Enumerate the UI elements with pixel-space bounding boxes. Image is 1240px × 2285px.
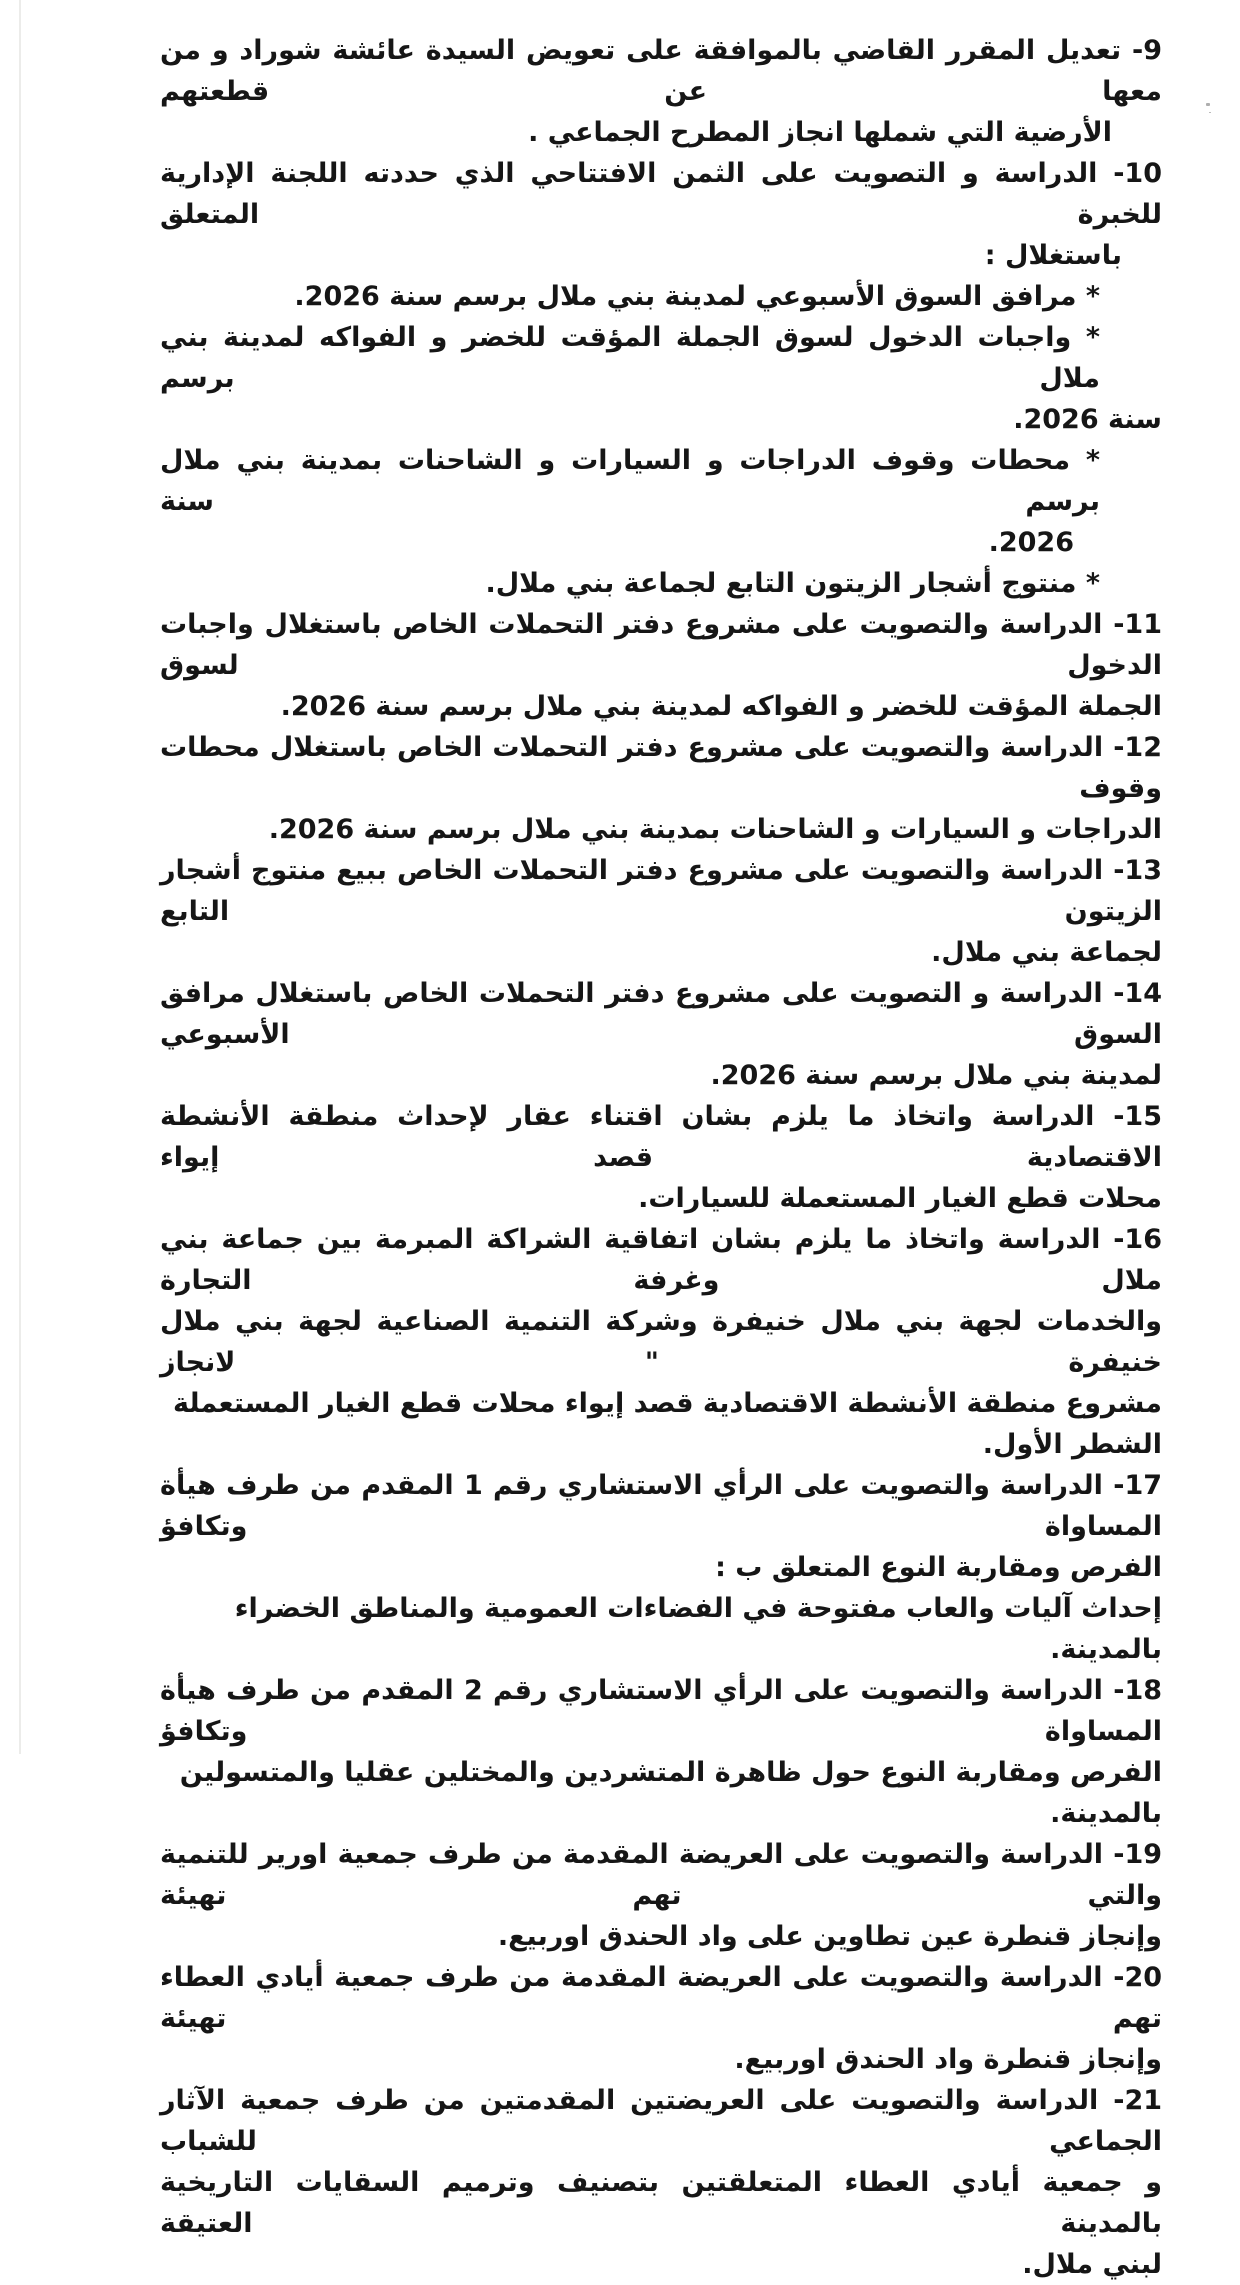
list-item-17 [160,1465,1162,1588]
list-item-14 [160,973,1162,1096]
list-item-star [160,440,1162,563]
item-text: لبني ملال. [1022,2249,1162,2280]
item-text: محلات قطع الغيار المستعملة للسيارات. [638,1183,1162,1214]
item-text: لجماعة بني ملال. [931,937,1162,968]
list-item-19 [160,1834,1162,1957]
item-text: إحداث آليات والعاب مفتوحة في الفضاءات العمومية والمناطق الخضراء بالمدينة. [234,1593,1162,1665]
list-item-21 [160,2080,1162,2285]
list-item-15 [160,1096,1162,1219]
item-text: وإنجاز قنطرة عين تطاوين على واد الحندق اوربيع. [497,1921,1162,1952]
list-item-star [160,317,1162,440]
item-text: واجبات الدخول لسوق الجملة المؤقت للخضر و الفواكه لمدينة بني ملال برسم [160,322,1100,394]
item-text: منتوج أشجار الزيتون التابع لجماعة بني ملال. [485,568,1077,599]
list-item-10 [160,153,1162,276]
list-item-16 [160,1219,1162,1465]
list-item-9 [160,30,1162,153]
item-text: لمدينة بني ملال برسم سنة 2026. [710,1060,1162,1091]
item-number: 14- [1113,978,1162,1009]
list-item-13 [160,850,1162,973]
item-text: الدراسة والتصويت على مشروع دفتر التحملات الخاص باستغلال محطات وقوف [160,732,1162,804]
list-item-star [160,563,1162,604]
item-number: 20- [1113,1962,1163,1993]
star-bullet: * [1085,322,1100,353]
item-text: الدراسة والتصويت على العريضة المقدمة من طرف جمعية أيادي العطاء تهم تهيئة [160,1962,1162,2034]
item-number: 21- [1113,2085,1163,2116]
item-text: محطات وقوف الدراجات و السيارات و الشاحنات بمدينة بني ملال برسم سنة [160,445,1100,517]
item-text: الدراسة والتصويت على مشروع دفتر التحملات الخاص ببيع منتوج أشجار الزيتون التابع [160,855,1162,927]
list-item-20 [160,1957,1162,2080]
star-bullet: * [1085,445,1100,476]
item-text: الدراسة والتصويت على العريضتين المقدمتين من طرف جمعية الآثار الجماعي للشباب [160,2085,1162,2157]
scan-edge-line [19,0,21,1754]
item-text: سنة 2026. [1013,404,1162,435]
item-text: تعديل المقرر القاضي بالموافقة على تعويض السيدة عائشة شوراد و من معها عن قطعتهم [160,35,1162,107]
item-text: الدراسة و التصويت على مشروع دفتر التحملات الخاص باستغلال مرافق السوق الأسبوعي [160,978,1162,1050]
item-number: 18- [1113,1675,1163,1706]
item-number: 12- [1113,732,1162,763]
item-text: الدراسة والتصويت على الرأي الاستشاري رقم 2 المقدم من طرف هيأة المساواة وتكافؤ [160,1675,1162,1747]
item-number: 19- [1113,1839,1163,1870]
item-number: 13- [1113,855,1162,886]
item-text: الدراسة والتصويت على الرأي الاستشاري رقم 1 المقدم من طرف هيأة المساواة وتكافؤ [160,1470,1162,1542]
item-text: 2026. [988,527,1074,558]
item-text: باستغلال : [984,240,1122,271]
item-number: 15- [1113,1101,1162,1132]
item-number: 17- [1113,1470,1163,1501]
item-text: الدراجات و السيارات و الشاحنات بمدينة بني ملال برسم سنة 2026. [268,814,1162,845]
item-text: الدراسة والتصويت على مشروع دفتر التحملات الخاص باستغلال واجبات الدخول لسوق [160,609,1162,681]
item-text: والخدمات لجهة بني ملال خنيفرة وشركة التنمية الصناعية لجهة بني ملال خنيفرة " لانجاز [160,1306,1162,1378]
list-item-11 [160,604,1162,727]
item-text: مرافق السوق الأسبوعي لمدينة بني ملال برسم سنة 2026. [294,281,1077,312]
item-number: 16- [1113,1224,1162,1255]
item-number: 11- [1113,609,1162,640]
item-text: الدراسة واتخاذ ما يلزم بشان اقتناء عقار لإحداث منطقة الأنشطة الاقتصادية قصد إيواء [160,1101,1162,1173]
ink-speck-artifact [1206,103,1210,106]
item-text: الجملة المؤقت للخضر و الفواكه لمدينة بني ملال برسم سنة 2026. [280,691,1162,722]
item-text: الدراسة والتصويت على العريضة المقدمة من طرف جمعية اورير للتنمية والتي تهم تهيئة [160,1839,1162,1911]
item-text: مشروع منطقة الأنشطة الاقتصادية قصد إيواء محلات قطع الغيار المستعملة الشطر الأول. [172,1388,1162,1460]
item-text: الفرص ومقاربة النوع المتعلق ب : [715,1552,1162,1583]
star-bullet: * [1085,281,1100,312]
list-item-sub [160,1588,1162,1670]
star-bullet: * [1085,568,1100,599]
item-number: 9- [1131,35,1162,66]
list-item-12 [160,727,1162,850]
item-text: و جمعية أيادي العطاء المتعلقتين بتصنيف وترميم السقايات التاريخية بالمدينة العتيقة [160,2167,1162,2239]
item-text: الدراسة و التصويت على الثمن الافتتاحي الذي حددته اللجنة الإدارية للخبرة المتعلق [160,158,1162,230]
agenda-item-list [160,30,1162,2285]
item-text: الفرص ومقاربة النوع حول ظاهرة المتشردين والمختلين عقليا والمتسولين بالمدينة. [179,1757,1162,1829]
item-text: الأرضية التي شملها انجاز المطرح الجماعي . [528,117,1112,148]
list-item-star [160,276,1162,317]
list-item-18 [160,1670,1162,1834]
item-number: 10- [1113,158,1162,189]
item-text: وإنجاز قنطرة واد الحندق اوربيع. [734,2044,1162,2075]
item-text: الدراسة واتخاذ ما يلزم بشان اتفاقية الشراكة المبرمة بين جماعة بني ملال وغرفة التجارة [160,1224,1162,1296]
